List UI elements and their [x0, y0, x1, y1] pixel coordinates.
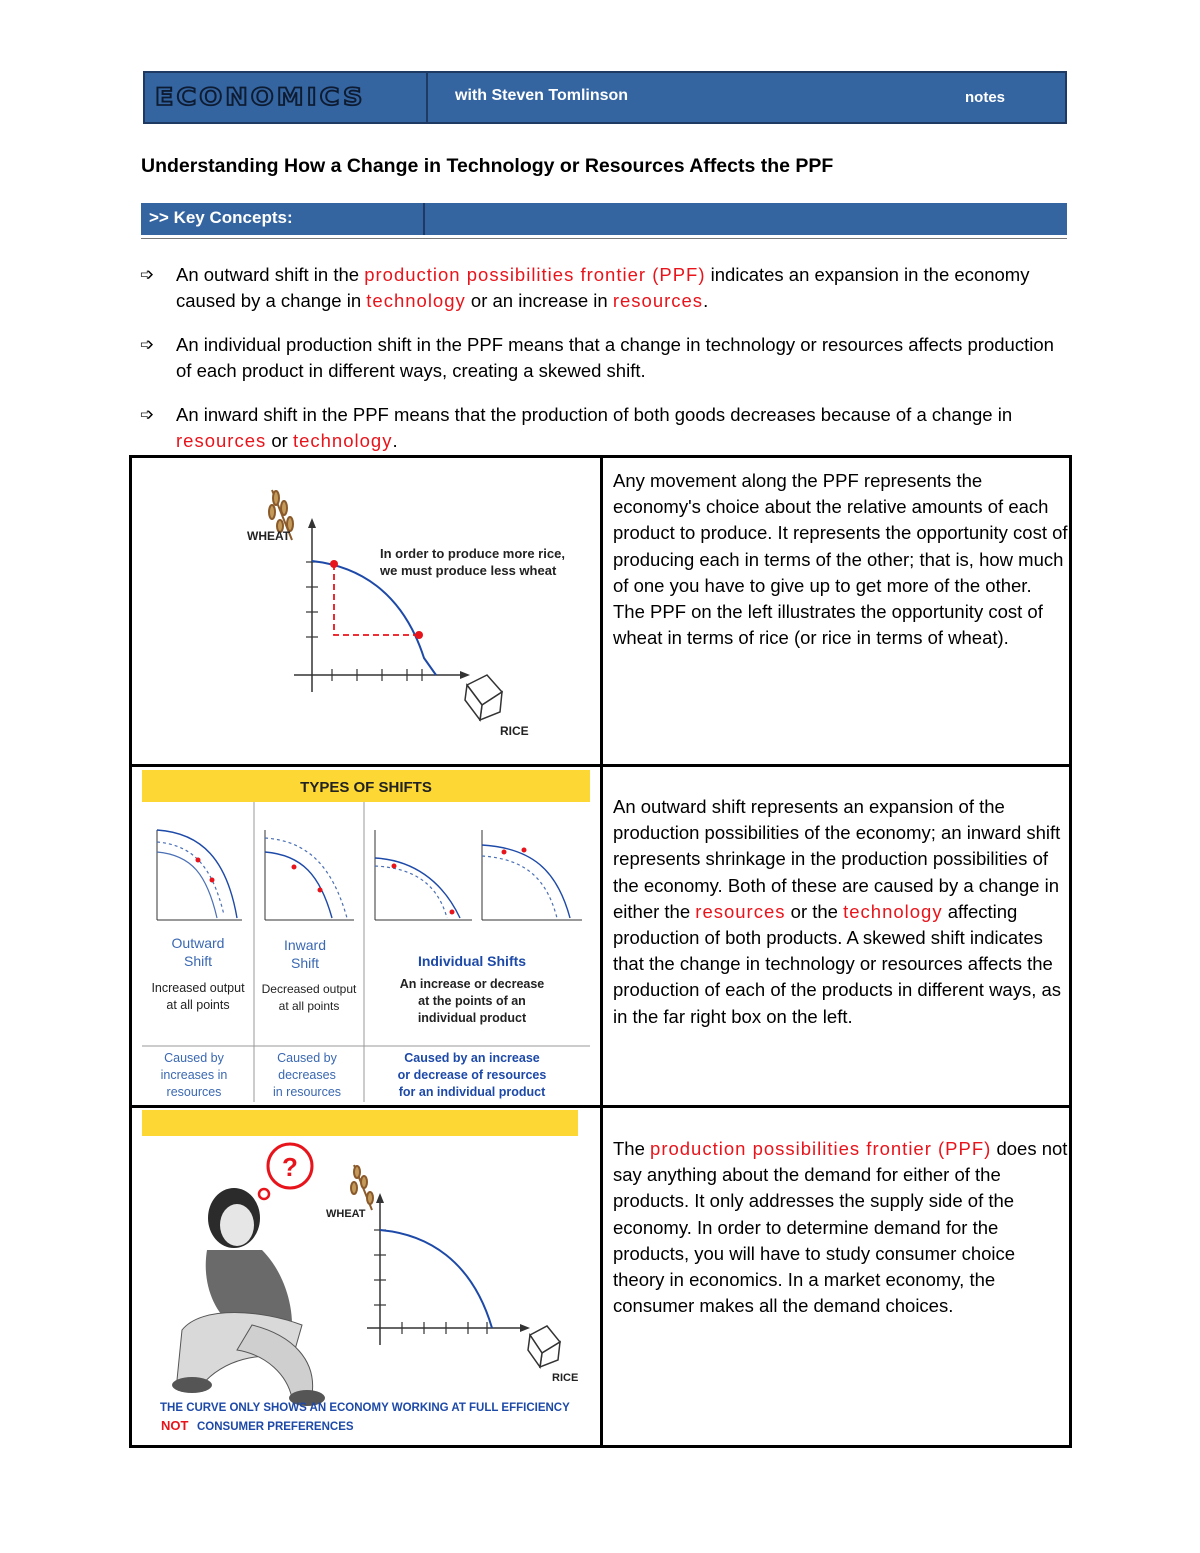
- rice-axis-label: RICE: [552, 1372, 579, 1384]
- individual-cause-1: Caused by an increase: [404, 1051, 540, 1065]
- individual-title: Individual Shifts: [417, 953, 527, 969]
- bullet-text: An outward shift in the: [176, 264, 365, 285]
- inward-cause-3: in resources: [272, 1085, 342, 1099]
- bullet-text: An individual production shift in the PPF means that a change in technology or resources affects production of each product in different ways, creating a skewed shift.: [176, 334, 1054, 381]
- axis-ticks: [306, 562, 422, 681]
- individual-shift-chart-1: [375, 830, 472, 920]
- y-axis-arrow-icon: [308, 518, 316, 528]
- thinking-woman-image: [172, 1188, 325, 1406]
- highlight-technology: technology: [292, 430, 393, 451]
- row1-explanation: Any movement along the PPF represents the economy's choice about the relative amounts of each product to produce. It represents the opportunity cost of producing each in terms of the other; that is, how much of one you have to give up to get more of the other. The PPF on the left illustrates the opportunity cost of wheat in terms of rice (or rice in terms of wheat).: [613, 470, 1068, 649]
- inward-cause-2: decreases: [278, 1068, 336, 1082]
- consumer-preference-figure: [142, 1110, 594, 1442]
- outward-title-2: Shift: [183, 953, 213, 969]
- question-mark: ?: [282, 1152, 298, 1182]
- arrow-bullet-icon: ➩: [140, 335, 155, 354]
- y-axis-arrow-icon: [376, 1193, 384, 1203]
- byline: with Steven Tomlinson: [455, 87, 629, 104]
- inward-shift-chart: [265, 830, 354, 920]
- page-title: Understanding How a Change in Technology or Resources Affects the PPF: [141, 155, 834, 177]
- arrow-bullet-icon: ➩: [140, 265, 155, 284]
- highlight-ppf: production possibilities frontier (PPF): [364, 264, 706, 285]
- outward-cause-2: increases in: [160, 1068, 228, 1082]
- wheat-axis-label: WHEAT: [247, 529, 291, 543]
- outward-desc-1: Increased output: [151, 981, 245, 995]
- wheat-axis-label: WHEAT: [326, 1208, 366, 1220]
- individual-cause-2: or decrease of resources: [397, 1068, 547, 1082]
- highlight-resources: resources: [612, 290, 704, 311]
- bullet-text: An inward shift in the PPF means that the production of both goods decreases because of a change in: [176, 404, 1013, 425]
- bullet-text: or: [266, 430, 293, 451]
- key-concepts-rule: [141, 238, 1067, 239]
- ppf-opportunity-cost-figure: [247, 480, 592, 738]
- caption-line-2: CONSUMER PREFERENCES: [197, 1421, 354, 1433]
- individual-desc-1: An increase or decrease: [399, 977, 545, 991]
- thought-bubble-icon: [259, 1144, 312, 1199]
- arrow-bullet-icon: ➩: [140, 405, 155, 424]
- key-concepts-divider: [423, 203, 425, 235]
- notes-label: notes: [965, 89, 1006, 106]
- types-of-shifts-figure: [142, 770, 594, 1102]
- bullet-text: .: [703, 290, 709, 311]
- highlight-technology: technology: [366, 290, 466, 311]
- outward-desc-2: at all points: [166, 998, 230, 1012]
- inward-title: Inward: [283, 937, 327, 953]
- bullet-item-2: [140, 332, 1070, 384]
- highlight-resources: resources: [176, 430, 267, 451]
- key-concepts-label: >> Key Concepts:: [149, 208, 293, 227]
- figure-top-band: [142, 1110, 578, 1136]
- brand-text: ECONOMICS: [155, 83, 366, 112]
- row2-explanation: [613, 794, 1068, 1030]
- inward-desc-1: Decreased output: [261, 982, 357, 996]
- outward-cause-3: resources: [166, 1085, 222, 1099]
- point-b: [415, 631, 423, 639]
- rice-axis-label: RICE: [500, 724, 529, 738]
- row2-text: affecting production of both products. A skewed shift indicates that the change in technology or resources affects the production of each of the products in different ways, as in the far right box on the left.: [613, 900, 1062, 1027]
- x-axis-arrow-icon: [520, 1324, 530, 1332]
- x-axis-arrow-icon: [460, 671, 470, 679]
- highlight-technology: technology: [843, 900, 943, 922]
- bullet-item-1: [140, 262, 1070, 314]
- inward-desc-2: at all points: [278, 999, 340, 1013]
- inward-title-2: Shift: [290, 955, 320, 971]
- caption-not: NOT: [161, 1418, 189, 1433]
- bullet-item-3: [140, 402, 1070, 454]
- annotation-line2: we must produce less wheat: [380, 563, 557, 578]
- concept-table: [129, 455, 1072, 1448]
- row2-text: or the: [785, 900, 844, 922]
- header-banner: [143, 71, 1067, 124]
- shifts-title: TYPES OF SHIFTS: [300, 779, 432, 796]
- table-column-divider: [600, 458, 603, 1445]
- outward-cause-1: Caused by: [164, 1051, 224, 1065]
- caption-line-1: THE CURVE ONLY SHOWS AN ECONOMY WORKING AT FULL EFFICIENCY: [160, 1402, 570, 1414]
- bullet-text: indicates an expansion in the economy caused by a change in: [176, 264, 1030, 311]
- rice-box-icon: [528, 1326, 560, 1367]
- row3-text: The: [613, 1138, 651, 1159]
- individual-shift-chart-2: [482, 830, 582, 920]
- table-row-divider: [132, 1105, 1069, 1108]
- row3-explanation: [613, 1136, 1068, 1319]
- outward-shift-chart: [157, 830, 242, 920]
- point-a: [330, 560, 338, 568]
- ppf-curve: [380, 1230, 492, 1328]
- outward-title: Outward: [171, 935, 225, 951]
- annotation-line1: In order to produce more rice,: [380, 546, 565, 561]
- individual-desc-2: at the points of an: [418, 994, 526, 1008]
- bullet-text: .: [392, 430, 398, 451]
- ppf-curve: [312, 561, 436, 675]
- highlight-resources: resources: [695, 900, 786, 922]
- wheat-icon: [351, 1165, 373, 1210]
- bullet-text: or an increase in: [465, 290, 613, 311]
- row2-text: An outward shift represents an expansion of the production possibilities of the economy; an inward shift represents shrinkage in the production possibilities of the economy. Both of these are caused by a change in either the: [613, 796, 1061, 922]
- key-concepts-bar: [141, 203, 1067, 235]
- individual-desc-3: individual product: [417, 1011, 527, 1025]
- table-row-divider: [132, 764, 1069, 767]
- individual-cause-3: for an individual product: [398, 1085, 546, 1099]
- rice-box-icon: [465, 675, 502, 720]
- brand-logo: [145, 73, 428, 122]
- highlight-ppf: production possibilities frontier (PPF): [650, 1138, 992, 1159]
- inward-cause-1: Caused by: [277, 1051, 337, 1065]
- row3-text: does not say anything about the demand for either of the products. It only addresses the supply side of the economy. In order to determine demand for the products, you will have to study consumer choice theory in economics. In a market economy, the consumer makes all the demand choices.: [613, 1138, 1068, 1317]
- key-concepts-list: [140, 262, 1070, 472]
